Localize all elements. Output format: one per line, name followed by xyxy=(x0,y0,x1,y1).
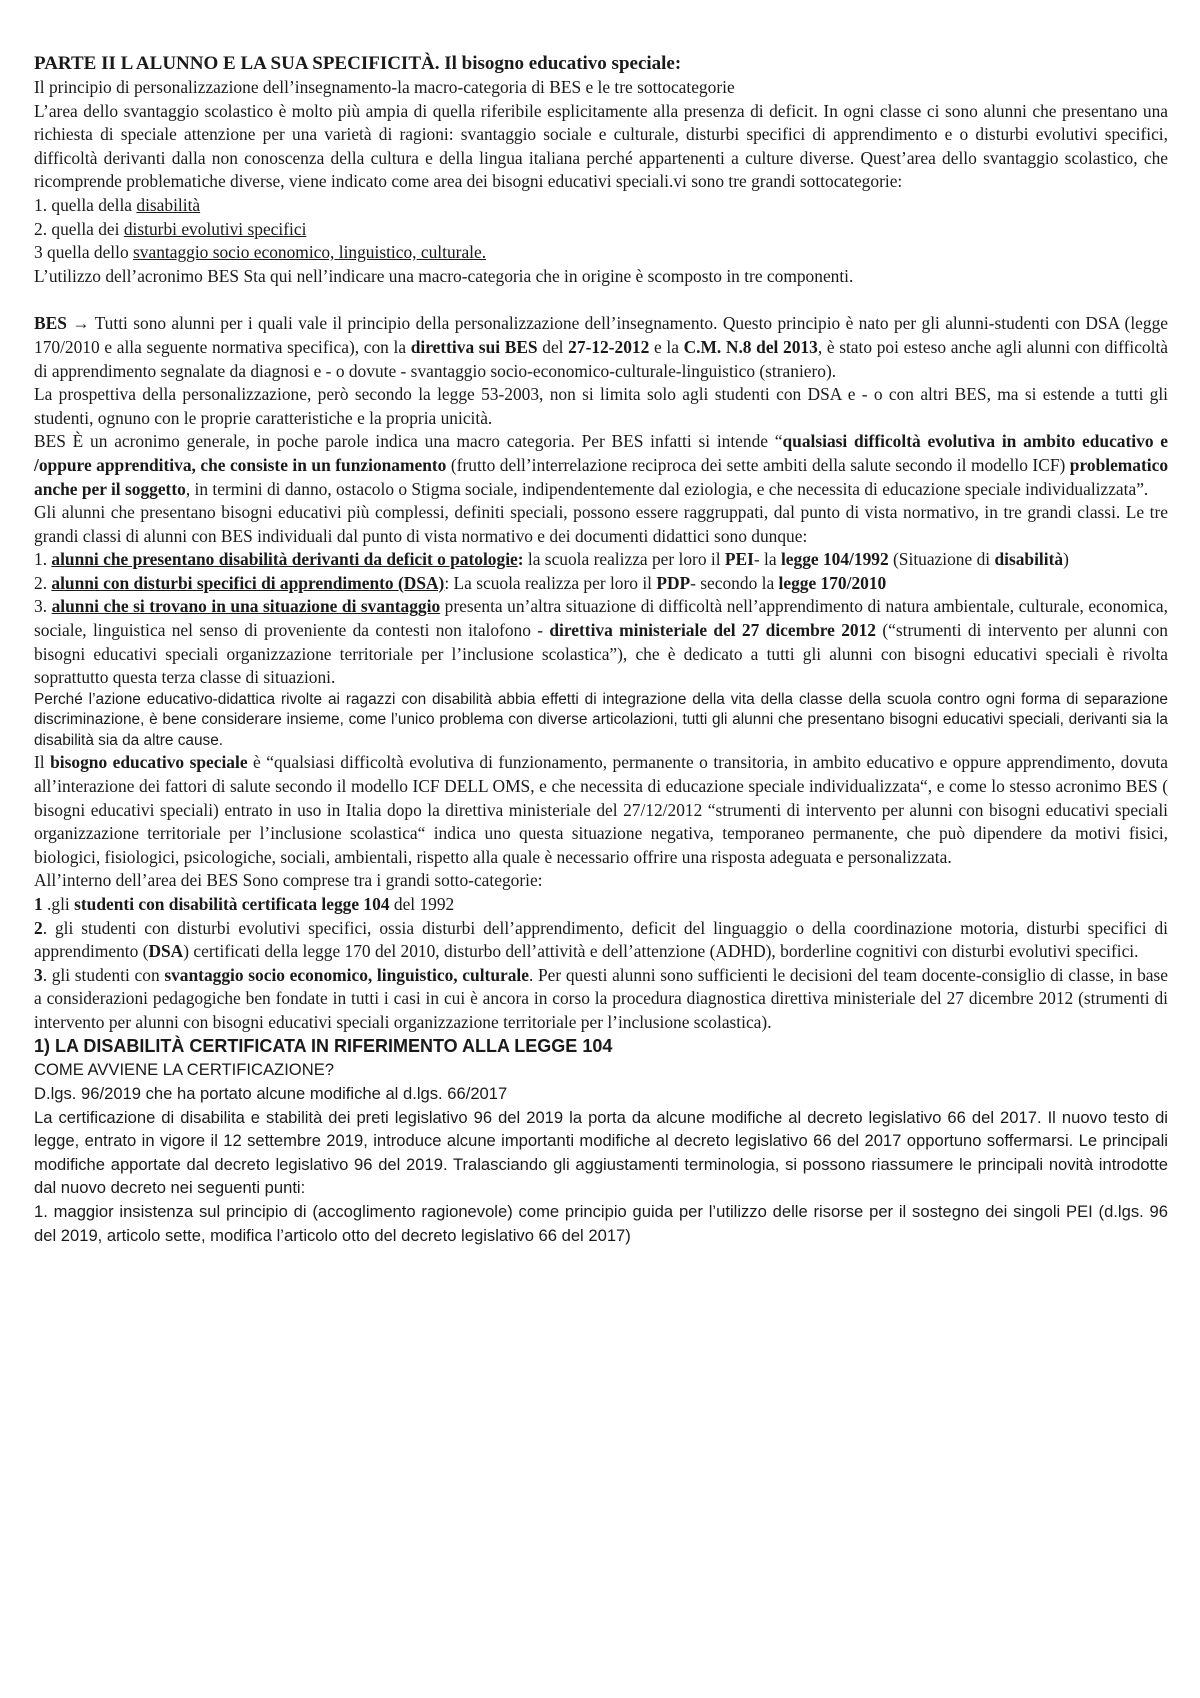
paragraph-integrazione: Perché l’azione educativo-didattica rivolte ai ragazzi con disabilità abbia effetti di integrazione della vita della classe della scuola contro ogni forma di separazione discriminazione, è bene considerare insieme, come l’unico problema con diverse articolazioni, tutti gli alunni che presentano bisogni educativi speciali, derivanti sia la disabilità sia da altre cause. xyxy=(34,690,1168,749)
paragraph-certificazione: La certificazione di disabilita e stabilità dei preti legislativo 96 del 2019 la porta da alcune modifiche al decreto legislativo 66 del 2017. Il nuovo testo di legge, entrato in vigore il 12 settembre 2019, introduce alcune importanti modifiche al decreto legislativo 66 del 2017 opportuno soffermarsi. Le principali modifiche apportate dal decreto legislativo 96 del 2019. Tralasciando gli aggiustamenti terminologia, si possono riassumere le principali novità introdotte dal nuovo decreto nei seguenti punti: xyxy=(34,1107,1168,1198)
intro-line: Il principio di personalizzazione dell’insegnamento-la macro-categoria di BES e le tre sottocategorie xyxy=(34,77,735,97)
paragraph-punto-1: 1. maggior insistenza sul principio di (accoglimento ragionevole) come principio guida per l’utilizzo delle risorse per il sostegno dei singoli PEI (d.lgs. 96 del 2019, articolo sette, modifica l’articolo otto del decreto legislativo 66 del 2017) xyxy=(34,1202,1168,1245)
list-item: 3 quella dello svantaggio socio economico, linguistico, culturale. xyxy=(34,242,487,263)
underlined-term: disturbi evolutivi specifici xyxy=(123,218,307,239)
class-item-2: 2. alunni con disturbi specifici di apprendimento (DSA): La scuola realizza per loro il PDP- secondo la legge 170/2010 xyxy=(34,572,887,593)
section-law-reference: D.lgs. 96/2019 che ha portato alcune modifiche al d.lgs. 66/2017 xyxy=(34,1084,508,1104)
subcategory-list xyxy=(34,194,1168,265)
paragraph-bes: BES → Tutti sono alunni per i quali vale il principio della personalizzazione dell’insegnamento. Questo principio è nato per gli alunni-studenti con DSA (legge 170/2010 e alla seguente normativa specifica), con la direttiva sui BES del 27-12-2012 e la C.M. N.8 del 2013, è stato poi esteso anche agli alunni con difficoltà di apprendimento segnalate da diagnosi e - o dovute - svantaggio socio-economico-culturale-linguistico (straniero). xyxy=(34,313,1168,381)
underlined-term: disabilità xyxy=(136,194,201,215)
list-item: 1. quella della disabilità xyxy=(34,194,201,215)
paragraph-bisogno-educativo: Il bisogno educativo speciale è “qualsiasi difficoltà evolutiva di funzionamento, permanente o transitoria, in ambito educativo e oppure apprendimento, dovuta all’interazione dei fattori di salute secondo il modello ICF DELL OMS, e che necessita di educazione speciale individualizzata“, e come lo stesso acronimo BES ( bisogni educativi speciali) entrato in uso in Italia dopo la direttiva ministeriale del 27/12/2012 “strumenti di intervento per alunni con bisogni educativi speciali organizzazione territoriale per l’inclusione scolastica“ indica uno questa situazione negativa, temporaneo permanente, che può dipendere da motivi fisici, biologici, fisiologici, psicologiche, sociali, ambientali, rispetto alla quale è necessario offrire una risposta adeguata e personalizzata. xyxy=(34,752,1168,867)
spacer xyxy=(34,288,1168,312)
subcategory-item-2: 2. gli studenti con disturbi evolutivi specifici, ossia disturbi dell’apprendimento, deficit del linguaggio o della coordinazione motoria, disturbi specifici di apprendimento (DSA) certificati della legge 170 del 2010, disturbo dell’attività e dell’attenzione (ADHD), borderline cognitivi con disturbi evolutivi specifici. xyxy=(34,917,1168,962)
underlined-term: svantaggio socio economico, linguistico, culturale. xyxy=(133,242,487,263)
document-page xyxy=(34,52,1168,1247)
paragraph-personalizzazione: La prospettiva della personalizzazione, però secondo la legge 53-2003, non si limita solo agli studenti con DSA e - o con altri BES, ma si estende a tutti gli studenti, ognuno con le proprie caratteristiche e la propria unicità. xyxy=(34,384,1168,428)
paragraph-tre-classi: Gli alunni che presentano bisogni educativi più complessi, definiti speciali, possono essere raggruppati, dal punto di vista normativo, in tre grandi classi. Le tre grandi classi di alunni con BES individuali dal punto di vista normativo e dei documenti didattici sono dunque: xyxy=(34,502,1168,546)
paragraph-acronimo: L’utilizzo dell’acronimo BES Sta qui nell’indicare una macro-categoria che in origine è scomposto in tre componenti. xyxy=(34,265,854,286)
paragraph-definizione-bes: BES È un acronimo generale, in poche parole indica una macro categoria. Per BES infatti si intende “qualsiasi difficoltà evolutiva in ambito educativo e /oppure apprenditiva, che consiste in un funzionamento (frutto dell’interrelazione reciproca dei sette ambiti della salute secondo il modello ICF) problematico anche per il soggetto, in termini di danno, ostacolo o Stigma sociale, indipendentemente dal eziologia, e che necessita di educazione speciale individualizzata”. xyxy=(34,431,1169,499)
paragraph-sotto-categorie: All’interno dell’area dei BES Sono comprese tra i grandi sotto-categorie: xyxy=(34,870,543,891)
class-item-1: 1. alunni che presentano disabilità derivanti da deficit o patologie: la scuola realizza per loro il PEI- la legge 104/1992 (Situazione di disabilità) xyxy=(34,549,1069,570)
class-item-3: 3. alunni che si trovano in una situazione di svantaggio presenta un’altra situazione di difficoltà nell’apprendimento di natura ambientale, culturale, economica, sociale, linguistica nel senso di proveniente da contesti non italofono - direttiva ministeriale del 27 dicembre 2012 (“strumenti di intervento per alunni con bisogni educativi speciali organizzazione territoriale per l’inclusione scolastica”), che è dedicato a tutti gli alunni con bisogni educativi speciali è rivolta soprattutto questa terza classe di situazioni. xyxy=(34,596,1168,688)
section-subheading: COME AVVIENE LA CERTIFICAZIONE? xyxy=(34,1060,334,1080)
section-heading: 1) LA DISABILITÀ CERTIFICATA IN RIFERIMENTO ALLA LEGGE 104 xyxy=(34,1036,613,1057)
subcategory-item-1: 1 .gli studenti con disabilità certificata legge 104 del 1992 xyxy=(34,893,455,914)
arrow-icon: → xyxy=(66,313,95,334)
list-item: 2. quella dei disturbi evolutivi specifici xyxy=(34,218,307,239)
document-title: PARTE II L ALUNNO E LA SUA SPECIFICITÀ. Il bisogno educativo speciale: xyxy=(34,53,682,74)
paragraph-svantaggio: L’area dello svantaggio scolastico è molto più ampia di quella riferibile esplicitamente alla presenza di deficit. In ogni classe ci sono alunni che presentano una richiesta di speciale attenzione per una varietà di ragioni: svantaggio sociale e culturale, disturbi specifici di apprendimento e o disturbi evolutivi specifici, difficoltà derivanti dalla non conoscenza della cultura e della lingua italiana perché appartenenti a culture diverse. Quest’area dello svantaggio scolastico, che ricomprende problematiche diverse, viene indicato come area dei bisogni educativi speciali.vi sono tre grandi sottocategorie: xyxy=(34,100,1168,192)
subcategory-item-3: 3. gli studenti con svantaggio socio economico, linguistico, culturale. Per questi alunni sono sufficienti le decisioni del team docente-consiglio di classe, in base a considerazioni pedagogiche ben fondate in tutti i casi in cui è ancora in corso la procedura diagnostica direttiva ministeriale del 27 dicembre 2012 (strumenti di intervento per alunni con bisogni educativi speciali organizzazione territoriale per l’inclusione scolastica). xyxy=(34,964,1168,1032)
